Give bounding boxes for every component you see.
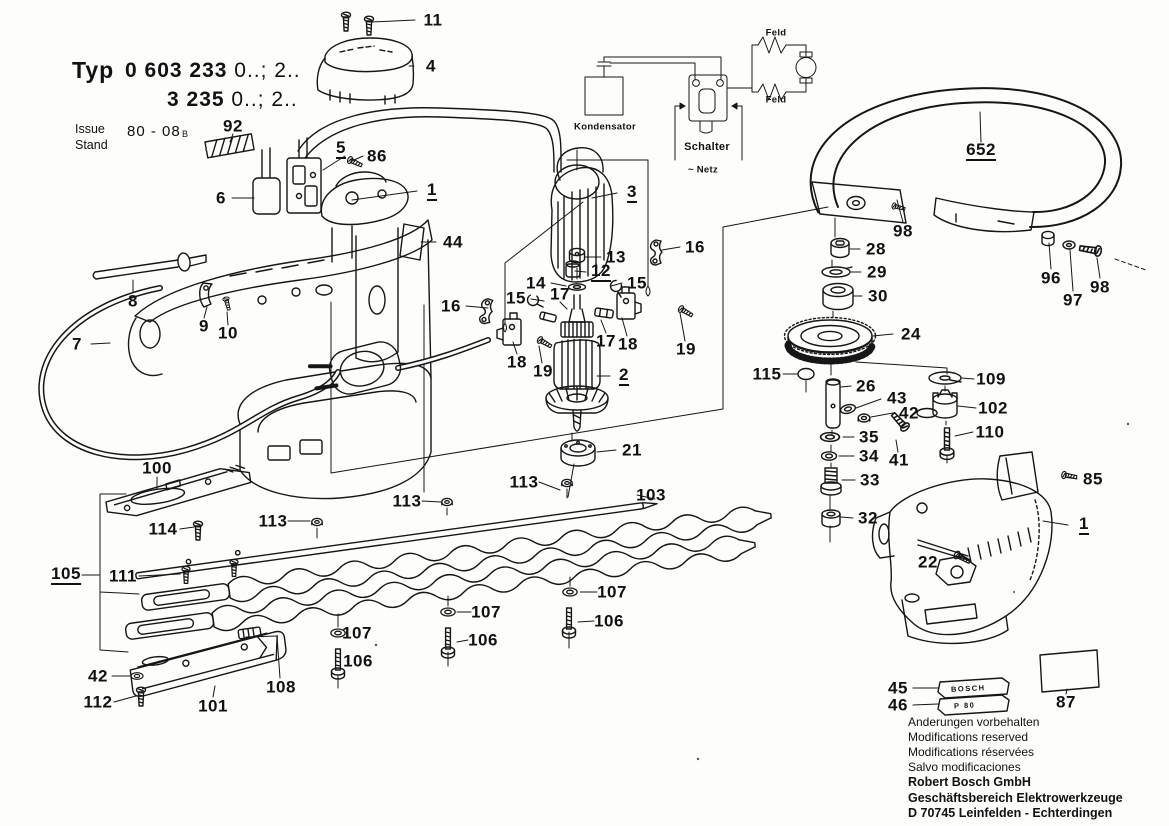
footer-line: Anderungen vorbehalten [908,715,1040,729]
part-callout-109: 109 [976,369,1006,389]
footer-company: Robert Bosch GmbH [908,775,1031,789]
part-callout-87: 87 [1056,692,1076,712]
part-callout-19: 19 [533,361,553,381]
part-callout-97: 97 [1063,290,1083,310]
part-callout-19: 19 [676,339,696,359]
netz-label: ~ Netz [687,164,719,176]
part-callout-2: 2 [619,365,629,384]
part-callout-106: 106 [468,630,498,650]
nameplate-model: P 80 [953,700,976,711]
cap-drawing [317,12,413,104]
footer-block [908,715,1123,822]
part-callout-41: 41 [889,450,909,470]
part-callout-32: 32 [858,508,878,528]
part-callout-98: 98 [893,221,913,241]
part-callout-112: 112 [83,692,113,712]
part-callout-6: 6 [216,188,226,208]
part-callout-12: 12 [591,261,611,280]
typ-label: Typ [72,57,115,83]
part-callout-17: 17 [596,331,616,351]
part-callout-18: 18 [507,352,527,372]
loop-handle-drawing [811,88,1122,259]
part-callout-21: 21 [622,440,642,460]
part-callout-34: 34 [859,446,879,466]
part-callout-107: 107 [597,582,627,602]
part-callout-22: 22 [918,552,938,572]
part-callout-100: 100 [142,458,172,478]
nameplate-brand: BOSCH [950,683,986,694]
part-callout-44: 44 [443,232,463,252]
footer-company: D 70745 Leinfelden - Echterdingen [908,806,1113,820]
part-callout-16: 16 [685,237,705,257]
part-callout-85: 85 [1083,469,1103,489]
gear-housing-drawing [41,134,488,499]
part-callout-9: 9 [199,316,209,336]
part-callout-106: 106 [343,651,373,671]
part-callout-106: 106 [594,611,624,631]
type-number-line2-suffix: 0..; 2.. [224,88,298,111]
part-callout-108: 108 [266,677,296,697]
type-number-line1-suffix: 0..; 2.. [227,59,301,82]
part-callout-28: 28 [866,239,886,259]
part-callout-5: 5 [336,138,346,157]
part-callout-16: 16 [441,296,461,316]
part-callout-3: 3 [627,182,637,201]
part-callout-33: 33 [860,470,880,490]
part-callout-102: 102 [978,398,1008,418]
part-callout-4: 4 [426,56,436,76]
part-callout-98: 98 [1090,277,1110,297]
lead-wires-drawing [262,108,561,178]
part-callout-26: 26 [856,376,876,396]
part-callout-1: 1 [427,180,437,199]
part-callout-103: 103 [636,485,666,505]
part-callout-17: 17 [550,284,570,304]
kondensator-label: Kondensator [574,121,636,133]
part-callout-8: 8 [128,291,138,311]
part-callout-24: 24 [901,324,921,344]
part-callout-96: 96 [1041,268,1061,288]
footer-company: Geschäftsbereich Elektrowerkzeuge [908,790,1123,805]
part-callout-35: 35 [859,427,879,447]
part-callout-11: 11 [423,10,443,30]
part-callout-13: 13 [606,247,626,267]
issue-label: Issue [75,122,105,136]
part-callout-29: 29 [867,262,887,282]
part-callout-113: 113 [258,511,288,531]
type-number-line2 [167,88,298,112]
type-number-line2-bold: 3 235 [167,88,225,111]
part-callout-652: 652 [966,140,996,159]
issue-value: 80 - 08 [127,123,181,140]
part-callout-114: 114 [148,519,178,539]
part-callout-111: 111 [109,566,137,586]
part-callout-7: 7 [72,334,82,354]
issue-sub: B [182,129,189,139]
part-callout-43: 43 [887,388,907,408]
part-callout-14: 14 [526,273,546,293]
footer-line: Salvo modificaciones [908,760,1021,774]
part-callout-113: 113 [509,472,539,492]
type-number-line1 [125,59,301,83]
part-callout-30: 30 [868,286,888,306]
part-callout-45: 45 [888,678,908,698]
schalter-label: Schalter [684,141,730,153]
part-callout-92: 92 [223,116,243,136]
part-callout-46: 46 [888,695,908,715]
feld-top-label: Feld [765,27,787,39]
part-callout-10: 10 [218,323,238,343]
part-callout-107: 107 [471,602,501,622]
stand-label: Stand [75,138,108,152]
part-callout-105: 105 [51,564,81,583]
part-callout-15: 15 [506,288,526,308]
part-callout-115: 115 [752,364,782,384]
part-callout-18: 18 [618,334,638,354]
part-callout-101: 101 [198,696,228,716]
part-callout-15: 15 [627,273,647,293]
motor-housing-drawing [873,452,1078,643]
part-callout-42: 42 [899,403,919,423]
blade-set-drawing [103,464,772,706]
part-callout-86: 86 [367,146,387,166]
feld-bottom-label: Feld [765,94,787,106]
footer-line: Modifications reserved [908,730,1029,744]
part-callout-113: 113 [392,491,422,511]
part-callout-110: 110 [975,422,1005,442]
footer-line: Modifications réservées [908,745,1035,759]
type-number-line1-bold: 0 603 233 [125,59,228,82]
part-callout-107: 107 [342,623,372,643]
part-callout-42: 42 [88,666,108,686]
part-callout-1: 1 [1079,514,1089,533]
